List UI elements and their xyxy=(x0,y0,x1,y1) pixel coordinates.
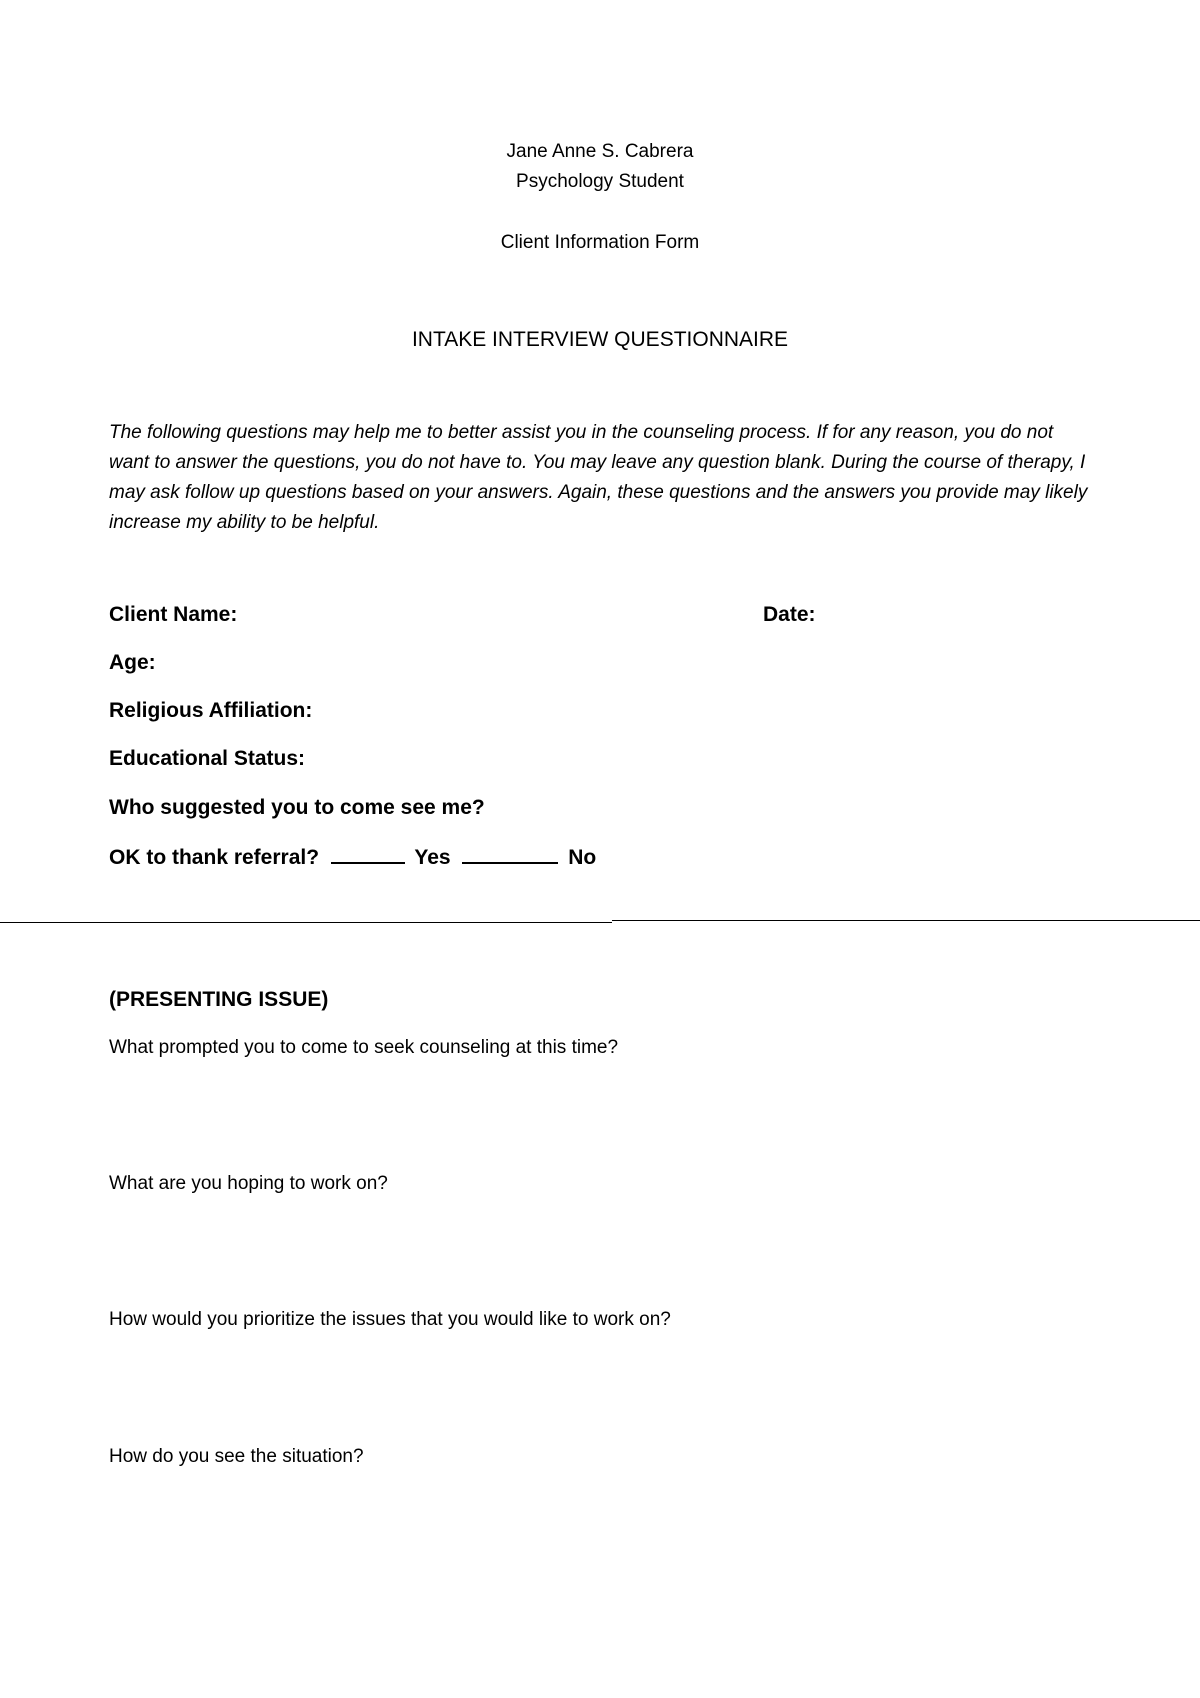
client-name-label: Client Name: xyxy=(109,603,238,626)
referral-no-label: No xyxy=(568,846,597,869)
section-divider-left xyxy=(0,922,612,923)
referral-yes-blank[interactable] xyxy=(331,844,405,864)
question-prioritize-issues: How would you prioritize the issues that you would like to work on? xyxy=(109,1309,671,1330)
author-role: Psychology Student xyxy=(516,171,684,192)
section-divider-right xyxy=(612,920,1200,921)
author-name: Jane Anne S. Cabrera xyxy=(506,141,694,162)
intro-paragraph: The following questions may help me to better assist you in the counseling process. If for any reason, you do not want to answer the questions, you do not have to. You may leave any question blank. During the course of therapy, I may ask follow up questions based on your answers. Again, these questions and the answers you provide may likely increase my ability to be helpful. xyxy=(109,422,1088,533)
religious-affiliation-label: Religious Affiliation: xyxy=(109,699,313,722)
referral-no-blank[interactable] xyxy=(462,844,558,864)
age-label: Age: xyxy=(109,651,156,674)
referral-yes-label: Yes xyxy=(414,846,451,869)
educational-status-label: Educational Status: xyxy=(109,747,306,770)
referral-row xyxy=(109,844,596,870)
presenting-issue-heading: (PRESENTING ISSUE) xyxy=(109,988,329,1011)
question-hoping-to-work-on: What are you hoping to work on? xyxy=(109,1173,388,1194)
date-label: Date: xyxy=(763,603,816,626)
referral-prompt: OK to thank referral? xyxy=(109,846,320,869)
page-title: INTAKE INTERVIEW QUESTIONNAIRE xyxy=(411,328,789,351)
question-see-situation: How do you see the situation? xyxy=(109,1446,364,1467)
suggested-by-label: Who suggested you to come see me? xyxy=(109,796,485,819)
question-seek-counseling: What prompted you to come to seek counseling at this time? xyxy=(109,1037,619,1058)
form-name: Client Information Form xyxy=(500,232,700,253)
